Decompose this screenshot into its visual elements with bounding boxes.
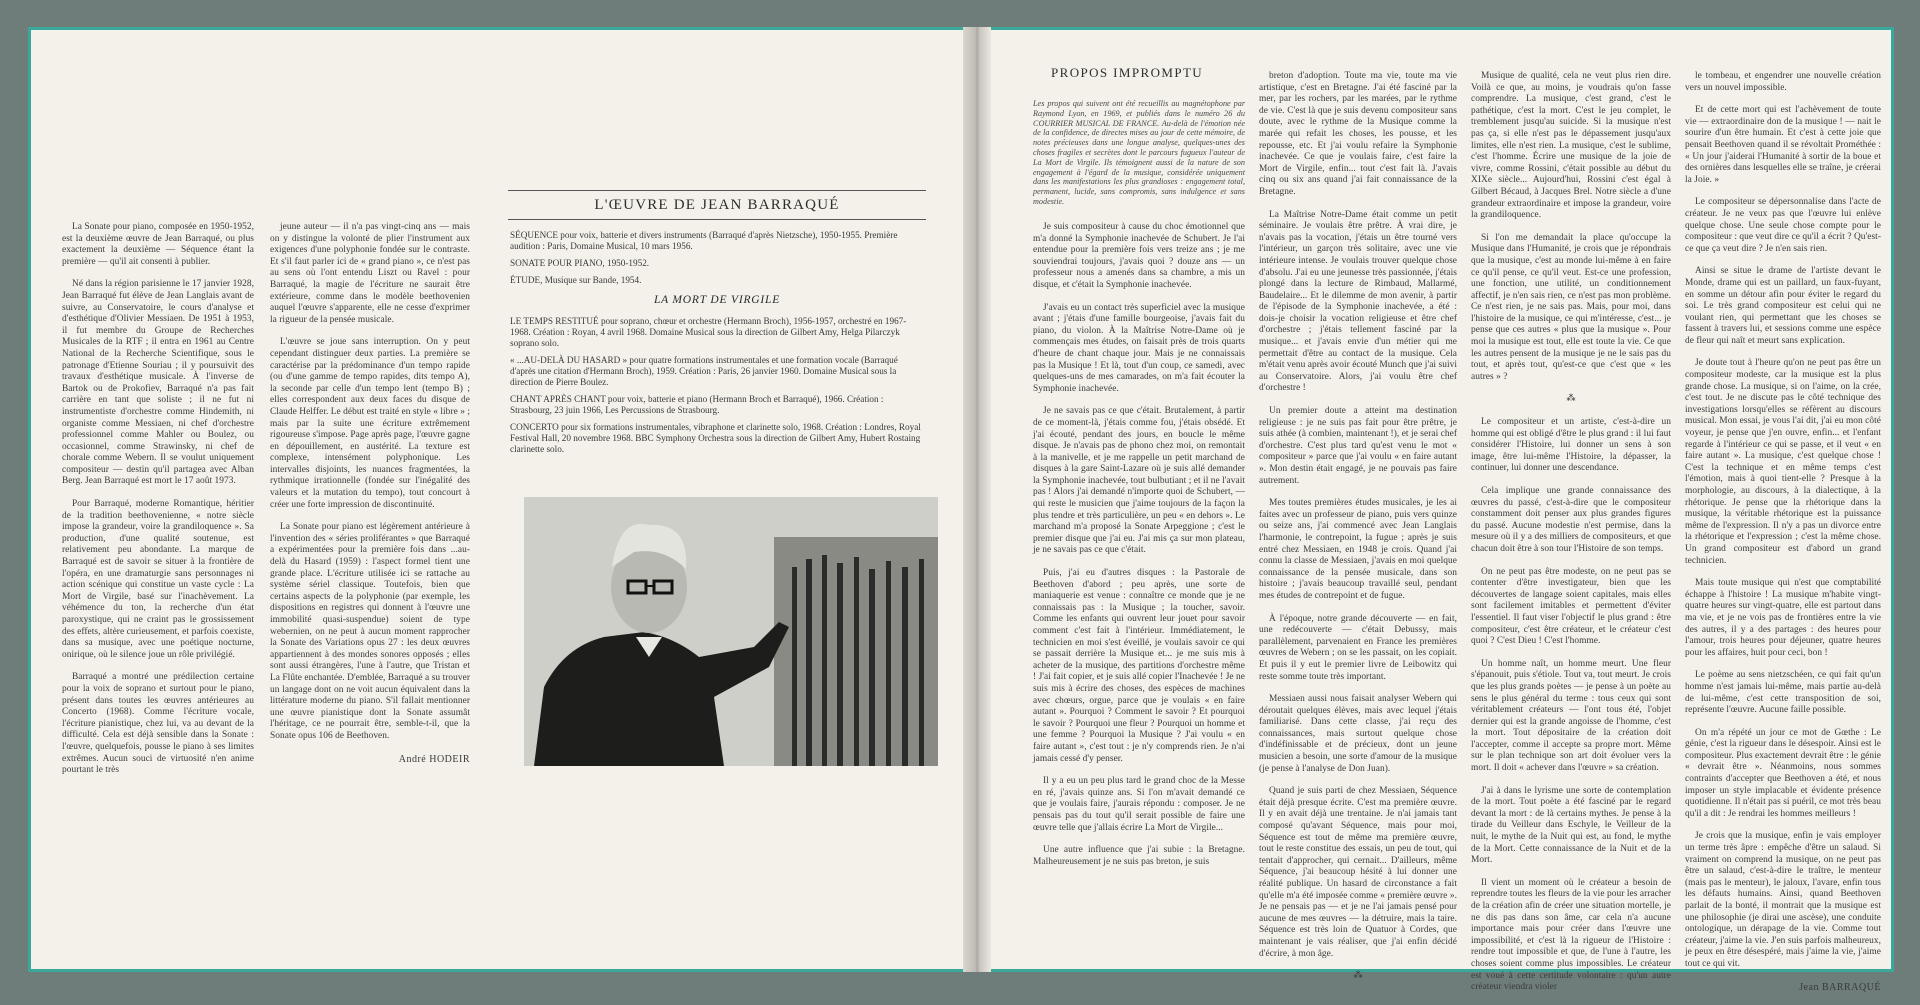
cycle-list — [510, 316, 924, 455]
paragraph: La Sonate pour piano, composée en 1950-1952, est la deuxième œuvre de Jean Barraqué, ou plus exactement la deuxième — Séquence étant la première — qu'il ait consenti à publier. — [62, 222, 254, 267]
paragraph: On m'a répété un jour ce mot de Gœthe : Le génie, c'est la rigueur dans le désespoir. Ainsi est le compositeur. Plus exactement devrait être : le génie « devrait être ». Néanmoins, nous sommes contraints d'accepter que Beethoven a été, et nous imposer un style implacable et évidente présence quotidienne. Il n'était pas si puéril, ce mot très beau qu'il a dit : Je rendrai les hommes meilleurs ! — [1685, 727, 1881, 819]
paragraph: Il y a eu un peu plus tard le grand choc de la Messe en ré, j'avais quinze ans. Si l'on m'avait demandé ce que je voulais faire, j'aurais répondu : composer. Je ne pensais pas du tout qu'il serait possible de faire une œuvre telle que j'allais écrire La Mort de Virgile... — [1033, 776, 1245, 833]
essay-column-1 — [62, 222, 254, 788]
cycle-subtitle: LA MORT DE VIRGILE — [653, 294, 781, 306]
work-item: CONCERTO pour six formations instrumentales, vibraphone et clarinette solo, 1968. Création : Londres, Royal Festival Hall, 20 novembre 1968. BBC Symphony Orchestra sous la direction de Gilbert Amy, Hubert Rostaing clarinette solo. — [510, 422, 921, 454]
paragraph: Et de cette mort qui est l'achèvement de toute vie — extraordinaire don de la musique ! — nait le sourire d'un être humain. Et c'est à cette joie que pensait Beethoven quand il se révoltait Prométhée : « Un jour j'aiderai l'Humanité à sortir de la boue et des ornières dans lesquelles elle se traîne, je créerai la Joie. » — [1685, 105, 1881, 185]
paragraph: Pour Barraqué, moderne Romantique, héritier de la tradition beethovenienne, « notre siècle impose la grandeur, voire la grandiloquence ». Sa production, d'une qualité soutenue, est relativement peu abondante. La marque de Barraqué est de savoir se situer à la frontière de l'opéra, en une dramaturgie sans personnages ni action scénique qui constitue un vaste cycle : La Mort de Virgile, basé sur l'inachèvement. La véhémence du ton, la recherche d'un état paroxystique, qui ne craint pas le grossissement des effets, altère curieusement, et parfois coexiste, dans sa musique, avec une poétique nocturne, onirique, où le silence joue un rôle privilégié. — [62, 499, 254, 660]
work-item: ÉTUDE, Musique sur Bande, 1954. — [510, 275, 642, 285]
left-page — [28, 27, 963, 972]
paragraph: Un homme naît, un homme meurt. Une fleur s'épanouit, puis s'étiole. Tout va, tout meurt. Je crois que les plus grands poètes — je pense à un poète au sens le plus général du terme : tous ceux qui sont véritablement créateurs — l'ont tous été, l'objet dernier qui est la grande angoisse de l'homme, c'est la mort. Tout dépositaire de la création doit l'accepter, comme il accepte sa propre mort. Même sur le plan technique son art doit évoluer vers la mort. Il doit « achever dans l'œuvre » sa création. — [1471, 658, 1671, 774]
paragraph: Je suis compositeur à cause du choc émotionnel que m'a donné la Symphonie inachevée de Schubert. Je l'ai entendue pour la première fois vers treize ans ; je me souviendrai toujours, j'avais quoi ? douze ans — un professeur nous a amenés dans sa chambre, a mis un disque, et c'était la Symphonie inachevée. — [1033, 222, 1245, 290]
paragraph: Messiaen aussi nous faisait analyser Webern qui déroutait quelques élèves, mais avec lequel j'étais familiarisé. Dans cette classe, j'ai reçu des connaissances, mais surtout quelque chose d'indéfinissable et de précieux, dont un jeune musicien a besoin, une sorte d'amour de la musique (je pense à l'analyse de Don Juan). — [1259, 694, 1457, 774]
author-signature: André HODEIR — [398, 753, 470, 765]
paragraph: le tombeau, et engendrer une nouvelle création vers un nouvel impossible. — [1685, 71, 1881, 93]
paragraph: On ne peut pas être modeste, on ne peut pas se contenter d'être investigateur, bien que les découvertes de langage soient capitales, mais elles sont facilement imitables et permettent d'éviter l'essentiel. Il faut viser l'objectif le plus grand : être compositeur, c'est être créateur, et le créateur c'est quoi ? C'est Dieu ! C'est l'homme. — [1471, 566, 1671, 647]
works-title: L'ŒUVRE DE JEAN BARRAQUÉ — [508, 190, 926, 220]
composer-signature: Jean BARRAQUÉ — [1799, 981, 1881, 993]
paragraph: Je doute tout à l'heure qu'on ne peut pas être un compositeur modeste, car la musique est la plus grande chose. La musique, si on l'aime, on la crée, c'est tout. Je ne discute pas le côté technique des investigations lorsqu'elles se réfèrent au discours musical. Mon essai, je vous l'ai dit, j'ai eu mon côté voyeur, je pense que j'en ouvre, enfin... et l'enfant regarde à l'intérieur ce qui se passe, et il veut « en faire autant ». La musique, c'est quelque chose ! C'est la technique et en même temps c'est l'émotion, mais à quoi tient-elle ? Presque à la morphologie, au discours, à la dialectique, à la rhétorique. Je pense que la rhétorique dans la musique, la véritable rhétorique est la puissance même de l'expression. Il n'y a pas un divorce entre la rhétorique et l'expression ; c'est la même chose. Un grand compositeur est d'abord un grand technicien. — [1685, 358, 1881, 566]
paragraph: Barraqué a montré une prédilection certaine pour la voix de soprano et surtout pour le piano, présent dans toutes les œuvres antérieures au Concerto (1968). Comme l'écriture vocale, l'écriture pianistique, chez lui, va au devant de la difficulté. Cela est déjà sensible dans la Sonate : l'œuvre, quelquefois, pousse le piano à ses limites extrêmes. Aucun souci de virtuosité n'en anime pourtant le très — [62, 672, 254, 776]
paragraph: Puis, j'ai eu d'autres disques : la Pastorale de Beethoven d'abord ; peu après, une sorte de maniaquerie est venue : connaître ce monde que je ne connaissais pas : la Musique ; la toucher, savoir. Comme les enfants qui ouvrent leur jouet pour savoir comment c'est fait à l'intérieur. Immédiatement, le technicien en moi s'est éveillé, je voulais savoir ce qui se passait derrière la Musique et... je me suis mis à acheter de la musique, des partitions d'orchestre même ! J'ai fait copier, et je suis allé copier l'Inachevée ! Je ne suis mis à écrire des choses, des espèces de machines avec chœurs, orgue, parce que je voulais « en faire autant ». Pourquoi ? Comment le savoir ? Et pourquoi le savoir ? Pourquoi une fleur ? Pourquoi un homme et une femme ? Pourquoi la Musique ? J'ai voulu « en faire autant », c'est tout : je n'y comprends rien. Je n'ai jamais cessé d'y penser. — [1033, 568, 1245, 764]
paragraph: Le compositeur se dépersonnalise dans l'acte de créateur. Je ne veux pas que l'œuvre lui enlève quelque chose. Une seule chose compte pour le compositeur : que veut dire ce qu'il a écrit ? Qu'est-ce que ça veut dire ? Je n'en sais rien. — [1685, 197, 1881, 254]
paragraph: Le poème au sens nietzschéen, ce qui fait qu'un homme n'est jamais lui-même, mais partie au-delà de lui-même, c'est cette transposition de soi, représente l'œuvre. Aucune faille possible. — [1685, 670, 1881, 716]
essay-column-2 — [270, 222, 470, 765]
paragraph: J'avais eu un contact très superficiel avec la musique avant ; j'étais d'une famille bourgeoise, j'avais fait du piano, du violon. À la Maîtrise Notre-Dame où je commençais mes études, on faisait près de trois quarts d'heure de chant chaque jour. Mais je ne connaissais pas la Musique ! Et là, tout d'un coup, ce samedi, avec quelques-uns de mes camarades, on m'a fait écouter la Symphonie inachevée. — [1033, 302, 1245, 394]
paragraph: La Sonate pour piano est légèrement antérieure à l'invention des « séries proliférantes » que Barraqué a expérimentées pour la première fois dans ...au-delà du Hasard (1959) : l'aspect formel tient une grande place. L'écriture utilisée ici se rattache au système sériel classique. Toutefois, bien que certains aspects de la polyphonie (par exemple, les dispositions en registres qui donnent à l'œuvre une immobilité quasi-suspendue) soient de type webernien, on ne peut à aucun moment rapprocher la Sonate des Variations opus 27 : les deux œuvres appartiennent à des mondes sonores opposés ; elles sont aussi étrangères, l'une à l'autre, que Tristan et La Flûte enchantée. D'emblée, Barraqué a su trouver un langage dont on ne voit aucun équivalent dans la littérature moderne du piano. S'il fallait mentionner une œuvre pianistique dont la Sonate assumât l'héritage, ce ne pourrait être, semble-t-il, que la Sonate opus 106 de Beethoven. — [270, 522, 470, 741]
asterism: ⁂ — [1353, 971, 1363, 982]
work-item: LE TEMPS RESTITUÉ pour soprano, chœur et orchestre (Hermann Broch), 1956-1957, orchestré en 1967-1968. Création : Royan, 4 avril 1968. Domaine Musical sous la direction de Gilbert Amy, Helga Pilarczyk soprano solo. — [510, 316, 907, 348]
paragraph: Si l'on me demandait la place qu'occupe la Musique dans l'Humanité, je crois que je répondrais que la musique, c'est au monde lui-même à en faire ce qu'il pense, ce qu'il veut. Est-ce une profession, une fonction, une utilité, un conditionnement affectif, je n'en sais rien, ce n'est pas mon problème. Ce n'est rien, je ne sais pas. Mais, pour moi, dans l'histoire de la musique, ce qui m'intéresse, c'est... je pense que ces autres « plus que la musique ». Pour moi la musique est tout, elle est toute la vie. Ce que les autres pensent de la musique je ne le sais pas du tout, et après tout, qu'est-ce que c'est que « les autres » ? — [1471, 232, 1671, 382]
works-list — [510, 230, 924, 286]
interview-intro: Les propos qui suivent ont été recueillis au magnétophone par Raymond Lyon, en 1969, et publiés dans le numéro 26 du COURRIER MUSICAL DE FRANCE. Au-delà de l'émotion née de la confidence, de directes mises au jour de cette mémoire, de notes précieuses dans une longue analyse, quelques-unes des choses fragiles et secrètes dont le parcours fugueux l'auteur de La Mort de Virgile. Ils témoignent aussi de la nature de son engagement à l'égard de la musique, considérée uniquement dans les manifestations les plus grandioses : engagement total, permanent, lucide, sans compromis, sans indulgence et sans modestie. — [1033, 99, 1245, 206]
interview-title: PROPOS IMPROMPTU — [1051, 65, 1204, 80]
paragraph: Le compositeur et un artiste, c'est-à-dire un homme qui est obligé d'être le plus grand : il lui faut considérer l'Histoire, lui donner un sens à son image, être lui-même l'Histoire, la dépasser, la continuer, lui donner une descendance. — [1471, 417, 1671, 474]
paragraph: La Maîtrise Notre-Dame était comme un petit séminaire. Je voulais être prêtre. À vrai dire, je n'avais pas la vocation, j'étais un être tourné vers l'intérieur, un garçon très solitaire, avec une vie intérieure intense. Je voulais trouver quelque chose d'absolu. J'ai eu une jeunesse très passionnée, j'étais plongé dans la lecture de Rimbaud, Mallarmé, Baudelaire... Et le dilemme de mon avenir, à partir de l'épisode de la Symphonie inachevée, a été : dois-je choisir la vocation religieuse et être chef d'orchestre ; j'étais tellement fasciné par la musique... et j'avais envie d'un métier qui me permettait d'être au contact de la musique. Cela m'était venu après avoir écouté Munch que j'ai suivi au Conservatoire. Alors, j'ai voulu être chef d'orchestre ! — [1259, 209, 1457, 394]
paragraph: Un premier doute a atteint ma destination religieuse : je ne suis pas fait pour être prêtre, je suis athée (à combien, maintenant !), et je serai chef d'orchestre. C'est plus tard qu'est venu le mot « compositeur » parce que j'ai voulu « en faire autant ». Mon destin était engagé, je ne pouvais pas faire autrement. — [1259, 406, 1457, 486]
paragraph: Mais toute musique qui n'est que comptabilité échappe à l'histoire ! La musique m'habite vingt-quatre heures sur vingt-quatre, elle est partout dans ma vie, et je ne vois pas de frontières entre la vie des autres, il y a des partages : des heures pour l'amour, trois heures pour déjeuner, quatre heures pour les affaires, huit pour ceci, bon ! — [1685, 578, 1881, 658]
work-item: CHANT APRÈS CHANT pour voix, batterie et piano (Hermann Broch et Barraqué), 1966. Création : Strasbourg, 23 juin 1966, Les Percussions de Strasbourg. — [510, 394, 884, 415]
paragraph: Musique de qualité, cela ne veut plus rien dire. Voilà ce que, au moins, je voudrais qu'on fasse comprendre. La musique, c'est grand, c'est le pathétique, c'est la mort. C'est le jeu complet, le tremblement jusqu'au suicide. Si la musique n'est pas ça, si elle n'est pas le dépassement jusqu'aux limites, elle n'est rien. La musique, c'est le sublime, c'est l'homme. Écrire une musique de la joie de vivre, comme Rossini, c'était possible au début du XIXe siècle... Aujourd'hui, Rossini c'est égal à Gilbert Bécaud, à Jacques Brel. Notre siècle a d'une grandeur extraordinaire et impose la grandeur, voire la grandiloquence. — [1471, 71, 1671, 221]
paragraph: Cela implique une grande connaissance des œuvres du passé, c'est-à-dire que le compositeur constamment doit penser aux plus grandes figures du passé. Aucune modestie n'est permise, dans la mesure où il y a des milliers de compositeurs, et que chacun doit être à son tour l'Histoire de son temps. — [1471, 486, 1671, 554]
paragraph: jeune auteur — il n'a pas vingt-cinq ans — mais on y distingue la volonté de plier l'instrument aux exigences d'une polyphonie fondée sur le contraste. Et s'il faut parler ici de « grand piano », ce n'est pas au sens où l'ont entendu Liszt ou Ravel : pour Barraqué, la magie de l'écriture ne saurait être extérieure, comme dans le modèle beethovenien auquel l'œuvre s'apparente, elle ne cesse d'exprimer la rigueur de la pensée musicale. — [270, 222, 470, 325]
paragraph: Mes toutes premières études musicales, je les ai faites avec un professeur de piano, puis vers quinze ou seize ans, j'ai commencé avec Jean Langlais l'harmonie, le contrepoint, la fugue ; après je suis entré chez Messiaen, en 1948 je crois. Quand j'ai connu la classe de Messiaen, j'avais en moi quelque connaissance de la pensée musicale, dans son histoire ; j'avais beaucoup travaillé seul, pendant mes études de contrepoint et de fugue. — [1259, 498, 1457, 601]
paragraph: Quand je suis parti de chez Messiaen, Séquence était déjà presque écrite. C'est ma première œuvre. Il y en avait déjà une trentaine. Je n'ai jamais tant composé qu'avant Séquence, mais pour moi, Séquence est tout de même ma première œuvre, tout le reste constitue des essais, un peu de tout, qui tentait d'approcher, qui cernait... D'ailleurs, même Séquence, j'ai beaucoup hésité à lui donner une réalité publique. Un hasard de circonstance a fait qu'elle m'a été imposée comme « première œuvre ». Je ne pensais pas — et je ne l'ai jamais pensé pour aucune de mes œuvres — la détruire, mais la taire. Séquence est très loin de Quatuor à Cordes, que maintenant je vais réaliser, que j'ai enfin décidé d'écrire, à mon âge. — [1259, 786, 1457, 959]
paragraph: Je crois que la musique, enfin je vais employer un terme très âpre : empêche d'être un salaud. Si vraiment on comprend la musique, on ne peut pas être un salaud, c'est-à-dire le traître, le menteur (mais pas le menteur), le jaloux, l'avare, enfin tous les défauts humains. Ainsi, quand Beethoven parlait de la bonté, il montrait que la musique est une philosophie (je dirai une ascèse), une conduite ontologique, un dérapage de la vie. Comme tout créateur, j'aime la vie. J'en suis parfois malheureux, je peux en être désespéré, mais j'aime la vie, j'aime tout ce qui vit. — [1685, 831, 1881, 969]
work-item: « ...AU-DELÀ DU HASARD » pour quatre formations instrumentales et une formation vocale (Barraqué d'après une citation d'Hermann Broch), 1959. Création : Paris, 26 janvier 1960. Domaine Musical sous la direction de Pierre Boulez. — [510, 355, 898, 387]
paragraph: Je ne savais pas ce que c'était. Brutalement, à partir de ce moment-là, j'étais comme fou, j'étais obsédé. Et j'ai écouté, pendant des jours, en boucle le même disque. Je n'avais pas de phono chez moi, on remontait à la manivelle, et je me rappelle un petit marchand de disques à la gare Saint-Lazare où je suis allé demander la Symphonie inachevée, tout bulbutiant ; et il ne l'avait pas ! Alors j'ai demandé n'importe quoi de Schubert, — qui reste le musicien que j'aime toujours de la façon la plus tendre et très particulière, un peu « en dehors ». Le marchand m'a proposé la Sonate Arpeggione ; c'est le premier disque que j'ai eu. J'ai mis ça sur mon plateau, je ne savais pas ce que c'était. — [1033, 406, 1245, 556]
paragraph: J'ai à dans le lyrisme une sorte de contemplation de la mort. Tout poète a été fasciné par le regard devant la mort : de là certains mythes. Je pense à la tirade du Veilleur dans Eschyle, le Veilleur de la nuit, le mythe de la Nuit qui est, au fond, le mythe de la Mort. Cette connaissance de la Nuit et de la Mort. — [1471, 785, 1671, 866]
paragraph: Né dans la région parisienne le 17 janvier 1928, Jean Barraqué fut élève de Jean Langlais avant de suivre, au Conservatoire, le cours d'analyse et d'esthétique d'Olivier Messiaen. De 1951 à 1953, il fut membre du Groupe de Recherches Musicales de la RTF ; il entra en 1961 au Centre National de la Recherche Scientifique, sous le patronage d'Etienne Souriau ; il y poursuivit des travaux d'esthétique musicale. À l'inverse de Bartok ou de Prokofiev, Barraqué n'a pas fait carrière en tant que soliste ; il ne fut ni instrumentiste d'orchestre comme Hindemith, ni organiste comme Messiaen, ni chef d'orchestre professionnel comme Mahler ou Boulez, ou occasionnel, comme Strawinsky, ni chef de chorale comme Webern. Il se voulut uniquement compositeur — destin qu'il partagea avec Alban Berg. Jean Barraqué est mort le 17 août 1973. — [62, 279, 254, 487]
paragraph: Une autre influence que j'ai subie : la Bretagne. Malheureusement je ne suis pas breton, je suis — [1033, 845, 1245, 867]
record-sleeve-spread — [28, 27, 1894, 993]
paragraph: breton d'adoption. Toute ma vie, toute ma vie artistique, c'est en Bretagne. J'ai été fasciné par la mer, par les rochers, par les marées, par le rythme de vie. C'est là que je suis devenu compositeur sans doute, avec le rythme de la Musique comme la marée qui refait les choses, les pousse, et les repousse, etc. Et j'ai voulu refaire la Symphonie inachevée. Ce que je voulais faire, c'est faire la Mort de Virgile, enfin... tout c'est fait là. J'avais cinq ou six ans quand j'ai fait connaissance de la Bretagne. — [1259, 71, 1457, 197]
interview-column-3 — [1471, 71, 1671, 1005]
sleeve-gutter — [963, 27, 991, 972]
asterism: ⁂ — [1566, 394, 1576, 405]
interview-column-2 — [1259, 71, 1457, 994]
paragraph: À l'époque, notre grande découverte — en fait, une redécouverte — c'était Debussy, mais parallèlement, parvenaient en France les premières œuvres de Webern ; on se les passait, on les copiait. Et puis il y eut le premier livre de Leibowitz qui reste somme toute très important. — [1259, 613, 1457, 682]
composer-photo — [524, 497, 938, 766]
right-page — [991, 27, 1894, 993]
interview-column-4 — [1685, 71, 1881, 993]
work-item: SONATE POUR PIANO, 1950-1952. — [510, 258, 650, 268]
work-item: SÉQUENCE pour voix, batterie et divers instruments (Barraqué d'après Nietzsche), 1950-1955. Première audition : Paris, Domaine Musical, 10 mars 1956. — [510, 230, 898, 251]
interview-column-1 — [1033, 222, 1245, 879]
paragraph: L'œuvre se joue sans interruption. On y peut cependant distinguer deux parties. La première se caractérise par la prédominance d'un tempo rapide (ou d'une gamme de tempo rapides, dits tempo A), la seconde par celle d'un tempo lent (tempo B) ; elles correspondent aux deux faces du disque de Claude Helffer. Le début est traité en style « libre » ; mais par la suite une écriture extrêmement rigoureuse s'impose. Page après page, l'œuvre gagne en dépouillement, en austérité. La texture est complexe, intensément polyphonique. Les intervalles disjoints, les nuances fragmentées, la rythmique irrationnelle (fondée sur l'inégalité des valeurs et la mutation du tempo), tout concourt à créer une forte impression de discontinuité. — [270, 337, 470, 510]
paragraph: Il vient un moment où le créateur a besoin de reprendre toutes les fleurs de la vie pour les arracher de la création afin de créer une situation mortelle, je ne dis pas dans son âme, car cela n'a aucune importance mais pour créer dans l'œuvre une impossibilité, et c'est là la rigueur de l'Histoire : rendre tout impossible et que, de l'une à l'autre, les choses soient comme plus impossibles. Le créateur est voué à cette certitude volontaire : qu'un autre créateur viendra violer — [1471, 877, 1671, 993]
paragraph: Ainsi se situe le drame de l'artiste devant le Monde, drame qui est un paillard, un faux-fuyant, en somme un détour afin pour éviter le regard du soi. Le très grand compositeur est celui qui ne voulant rien, qui permettant que les choses se fassent à travers lui, et sessions comme une espèce de fleur qui naît et meurt sans explication. — [1685, 266, 1881, 346]
